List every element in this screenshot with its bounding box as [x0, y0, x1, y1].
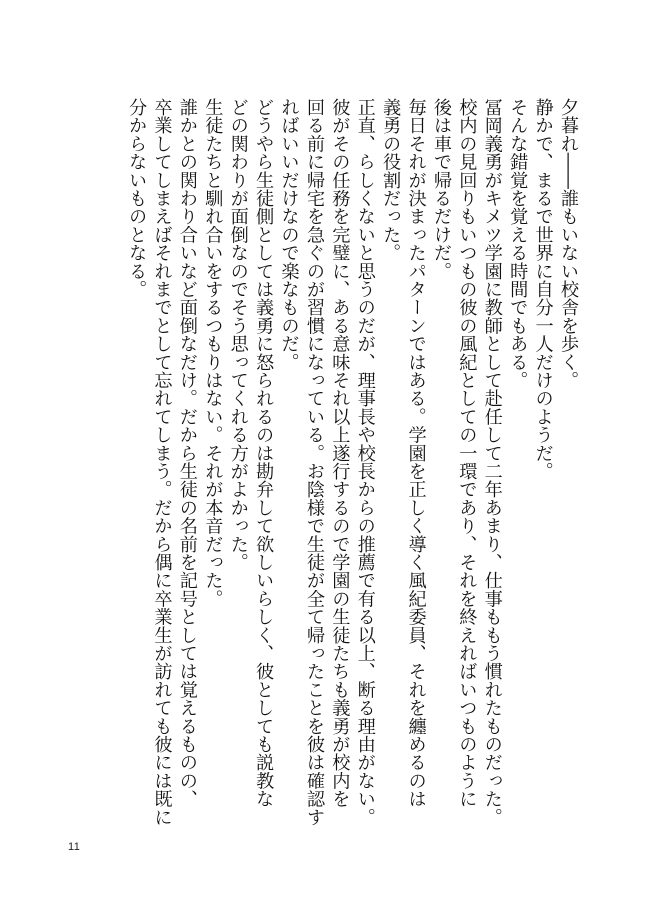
text-line: ればいいだけなので楽なものだ。: [278, 98, 300, 371]
text-line: どの関わりが面倒なのでそう思ってくれる方がよかった。: [227, 98, 249, 572]
text-line: 回る前に帰宅を急ぐのが習慣になっている。お陰様で生徒が全て帰ったことを彼は確認す: [303, 98, 325, 826]
text-line: 後は車で帰るだけだ。: [430, 98, 452, 280]
text-line: 校内の見回りもいつもの彼の風紀としての一環であり、それを終えればいつものように: [456, 98, 478, 808]
vertical-text-block: [124, 98, 581, 858]
text-line: 静かで、まるで世界に自分一人だけのようだ。: [532, 98, 554, 481]
text-line: 卒業してしまえばそれまでとして忘れてしまう。だから偶に卒業生が訪れても彼には既に: [151, 98, 173, 826]
text-line: 誰かとの関わり合いなど面倒なだけ。だから生徒の名前を記号としては覚えるものの、: [176, 98, 198, 808]
text-line: 義勇の役割だった。: [380, 98, 402, 262]
text-line: 生徒たちと馴れ合いをするつもりはない。それが本音だった。: [202, 98, 224, 608]
text-line: 彼がその任務を完璧に、ある意味それ以上遂行するので学園の生徒たちも義勇が校内を: [329, 98, 351, 808]
text-line: 夕暮れ――誰もいない校舎を歩く。: [558, 98, 579, 390]
page-number: 11: [68, 841, 81, 853]
text-line: 毎日それが決まったパターンではある。学園を正しく導く風紀委員、それを纏めるのは: [405, 98, 427, 808]
text-line: 正直、らしくないと思うのだが、理事長や校長からの推薦で有る以上、断る理由がない。: [354, 98, 376, 826]
text-line: 分からないものとなる。: [126, 98, 148, 299]
text-line: 冨岡義勇がキメツ学園に教師として赴任して二年あまり、仕事ももう慣れたものだった。: [481, 98, 503, 826]
text-line: どうやら生徒側としては義勇に怒られるのは勘弁して欲しいらしく、彼としても説教な: [253, 98, 275, 808]
text-line: そんな錯覚を覚える時間でもある。: [507, 98, 529, 390]
